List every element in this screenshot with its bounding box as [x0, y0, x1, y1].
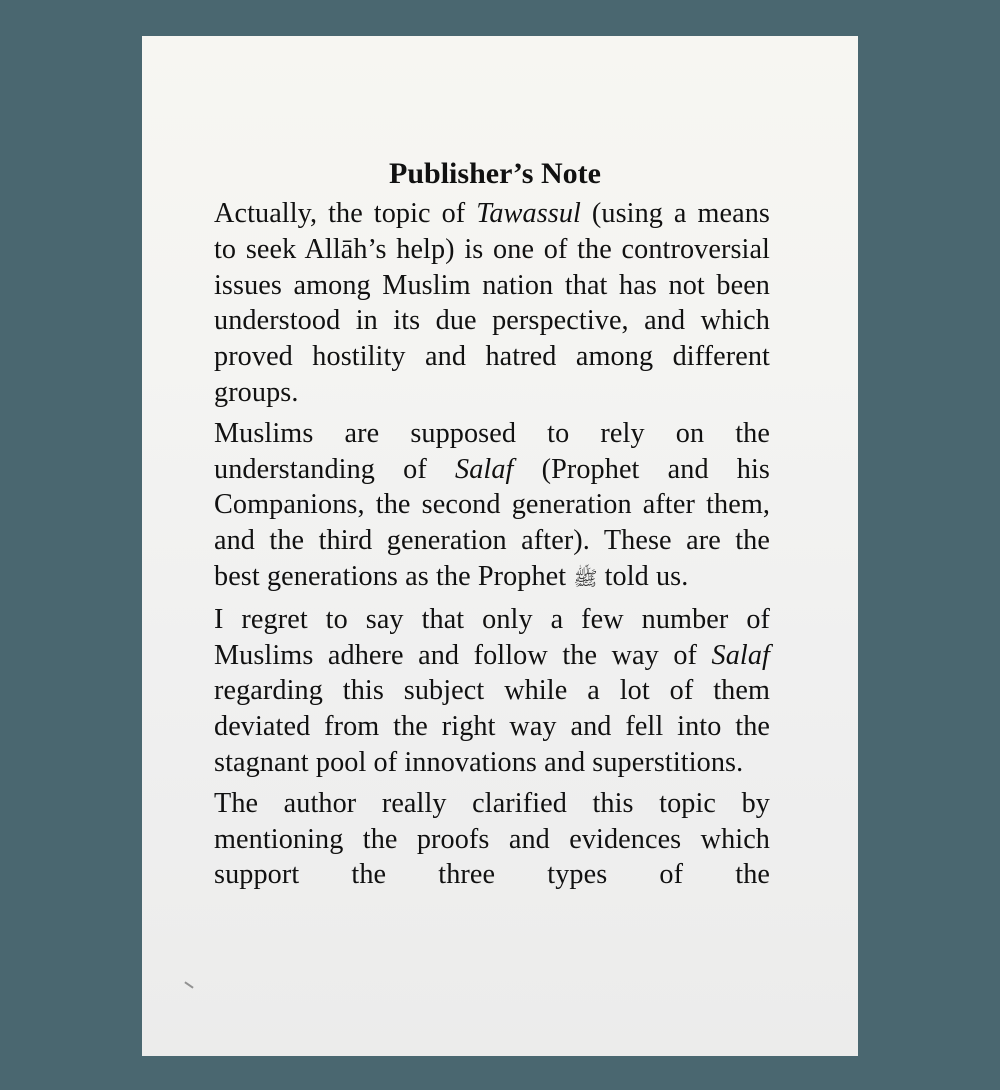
paragraph-text: Actually, the topic of [214, 198, 477, 229]
paragraph-text: regarding this subject while a lot of them deviated from the right way and fell into the stagnant pool of innovations and superstitions. [214, 675, 770, 778]
paragraph-1 [214, 196, 770, 411]
paragraph-text: I regret to say that only a few number of Muslims adhere and follow the way of [214, 603, 770, 671]
paragraph-3 [214, 602, 770, 781]
pencil-mark [184, 981, 193, 988]
paragraph-text: (Prophet and his Companions, the second generation after them, and the third generation after). These are the best generations as the Prophet [214, 453, 770, 592]
paragraph-text: (using a means to seek Allāh’s help) is one of the controversial issues among Muslim nation that has not been understood in its due perspective, and which proved hostility and hatred among different groups. [214, 198, 770, 408]
page-title: Publisher’s Note [389, 157, 601, 190]
italic-term: Tawassul [476, 198, 581, 229]
paragraph-text: Muslims are supposed to rely on the understanding of [214, 417, 770, 485]
paragraph-text: The author really clarified this topic by mentioning the proofs and evidences which support the three types of the [214, 787, 770, 891]
honorific-icon: ﷺ [573, 565, 598, 590]
italic-term: Salaf [455, 453, 514, 485]
paragraph-text: told us. [597, 560, 689, 592]
italic-term: Salaf [711, 639, 770, 671]
paragraph-2 [214, 416, 770, 597]
page-content [214, 156, 770, 898]
book-page [142, 36, 858, 1056]
paragraph-4 [214, 786, 770, 893]
